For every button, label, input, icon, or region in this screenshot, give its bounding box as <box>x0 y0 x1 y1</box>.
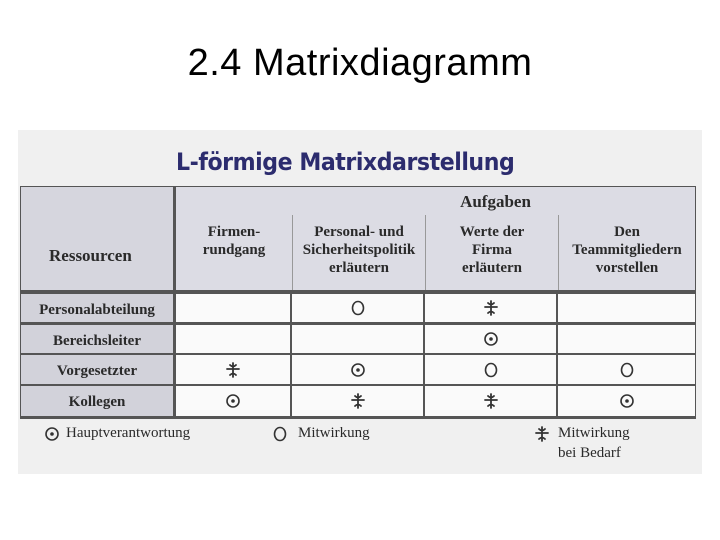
matrix-cell <box>425 386 556 416</box>
column-header <box>176 215 292 290</box>
column-header <box>558 215 695 290</box>
slide-title: 2.4 Matrixdiagramm <box>187 42 533 84</box>
legend-label: Mitwirkung <box>298 425 370 441</box>
matrix-cell <box>292 294 423 322</box>
row-label: Vorgesetzter <box>56 363 138 379</box>
column-header-line: Firmen- <box>207 224 261 240</box>
column-header-line: erläutern <box>329 260 389 276</box>
matrix-cell <box>425 355 556 384</box>
matrix-figure <box>18 130 702 474</box>
legend-ring-icon <box>272 426 288 442</box>
matrix-cell <box>292 325 423 353</box>
column-header-line: vorstellen <box>595 260 659 276</box>
group-header: Aufgaben <box>460 192 531 211</box>
matrix-cell <box>425 294 556 322</box>
column-header-line: Sicherheitspolitik <box>302 242 416 258</box>
column-header <box>292 215 425 290</box>
legend-label: Mitwirkung <box>558 425 630 441</box>
cross-mark-icon <box>483 393 499 409</box>
row-label-cell <box>21 294 173 322</box>
row-label: Personalabteilung <box>39 302 155 318</box>
column-header-line: Firma <box>472 242 512 258</box>
row-label-cell <box>21 325 173 353</box>
cross-mark-icon <box>350 393 366 409</box>
ring-mark-icon <box>483 362 499 378</box>
column-header-line: Personal- und <box>314 224 404 240</box>
row-label-cell <box>21 355 173 384</box>
matrix-cell <box>292 386 423 416</box>
row-label: Kollegen <box>68 394 126 410</box>
column-header-line: Teammitgliedern <box>572 242 682 258</box>
matrix-cell <box>558 355 695 384</box>
dot-in-circle-icon <box>225 393 241 409</box>
matrix-cell <box>176 355 290 384</box>
column-header-line: erläutern <box>462 260 522 276</box>
ring-mark-icon <box>619 362 635 378</box>
legend-cross-icon <box>534 426 550 442</box>
matrix-cell <box>176 294 290 322</box>
matrix-cell <box>558 294 695 322</box>
legend-label-line2: bei Bedarf <box>558 445 621 461</box>
matrix-cell <box>558 386 695 416</box>
row-label-cell <box>21 386 173 416</box>
legend-dot-icon <box>44 426 60 442</box>
dot-in-circle-icon <box>483 331 499 347</box>
dot-in-circle-icon <box>619 393 635 409</box>
matrix-cell <box>558 325 695 353</box>
matrix-cell <box>176 325 290 353</box>
matrix-table <box>20 186 696 419</box>
row-header-cell <box>21 187 173 290</box>
column-header-line: Werte der <box>459 224 525 240</box>
row-label: Bereichsleiter <box>52 333 141 349</box>
matrix-cell <box>176 386 290 416</box>
matrix-cell <box>292 355 423 384</box>
dot-in-circle-icon <box>350 362 366 378</box>
column-header <box>425 215 558 290</box>
legend-label: Hauptverantwortung <box>66 425 191 441</box>
cross-mark-icon <box>483 300 499 316</box>
column-header-line: Den <box>614 224 640 240</box>
figure-title: L-förmige Matrixdarstellung <box>176 148 515 176</box>
column-header-line: rundgang <box>202 242 266 258</box>
matrix-cell <box>425 325 556 353</box>
row-header: Ressourcen <box>49 246 132 265</box>
cross-mark-icon <box>225 362 241 378</box>
ring-mark-icon <box>350 300 366 316</box>
